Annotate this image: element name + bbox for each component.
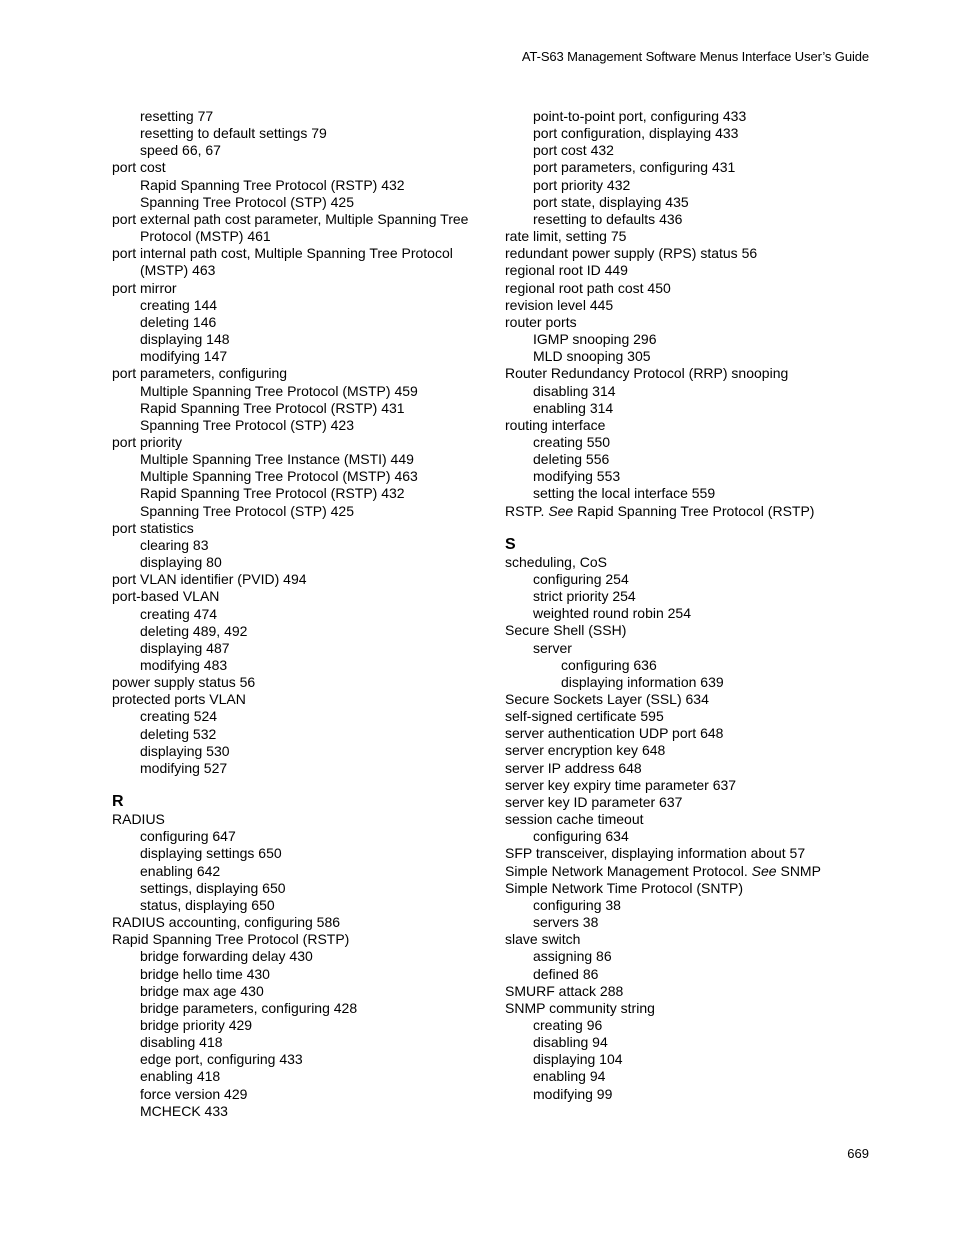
index-entry: rate limit, setting 75 <box>505 228 627 245</box>
index-entry: Router Redundancy Protocol (RRP) snooping <box>505 365 789 382</box>
index-subentry: defined 86 <box>533 965 599 982</box>
index-subentry: enabling 418 <box>140 1068 221 1085</box>
index-entry <box>505 503 885 520</box>
index-column-right <box>505 108 885 1103</box>
index-subentry: modifying 147 <box>140 348 228 365</box>
index-subentry: configuring 634 <box>533 828 629 845</box>
index-subentry: servers 38 <box>533 914 599 931</box>
index-entry: Simple Network Time Protocol (SNTP) <box>505 879 744 896</box>
index-entry: Secure Sockets Layer (SSL) 634 <box>505 691 709 707</box>
index-subentry: resetting 77 <box>140 108 214 124</box>
index-entry: port priority <box>112 433 183 450</box>
index-subentry: displaying information 639 <box>561 673 724 690</box>
index-entry: protected ports VLAN <box>112 691 246 708</box>
index-entry: RADIUS accounting, configuring 586 <box>112 914 341 931</box>
index-subentry: server <box>533 639 572 656</box>
index-subentry: configuring 647 <box>140 828 236 845</box>
index-entry-post-text: SNMP <box>776 862 821 879</box>
index-subentry: modifying 553 <box>533 468 621 485</box>
index-entry: port statistics <box>112 519 194 536</box>
index-subentry: disabling 314 <box>533 382 616 399</box>
index-entry: port-based VLAN <box>112 588 220 605</box>
index-entry: revision level 445 <box>505 296 614 313</box>
index-subentry: creating 96 <box>533 1016 603 1033</box>
running-header: AT-S63 Management Software Menus Interface User’s Guide <box>521 49 869 64</box>
index-subentry: bridge hello time 430 <box>140 965 270 982</box>
index-entry: Rapid Spanning Tree Protocol (RSTP) <box>112 931 350 948</box>
index-subentry: weighted round robin 254 <box>533 605 692 622</box>
index-subentry: creating 474 <box>140 605 218 622</box>
index-subentry: deleting 556 <box>533 451 610 468</box>
index-subentry: Multiple Spanning Tree Instance (MSTI) 449 <box>140 451 414 468</box>
index-subentry: setting the local interface 559 <box>533 485 716 502</box>
index-entry: server key expiry time parameter 637 <box>505 776 737 793</box>
index-entry: port cost <box>112 159 166 176</box>
index-entry: port mirror <box>112 279 177 296</box>
index-subentry: bridge forwarding delay 430 <box>140 948 313 965</box>
index-subentry: configuring 636 <box>561 656 657 673</box>
index-entry-pre-text: RSTP. <box>505 502 549 519</box>
index-entry: regional root path cost 450 <box>505 279 671 296</box>
index-entry: port parameters, configuring <box>112 365 288 382</box>
index-entry: slave switch <box>505 931 581 948</box>
index-subentry: port cost 432 <box>533 142 614 159</box>
index-entry <box>505 863 885 880</box>
index-subentry: configuring 38 <box>533 896 621 913</box>
index-subentry: Multiple Spanning Tree Protocol (MSTP) 459 <box>140 382 418 399</box>
index-entry: power supply status 56 <box>112 674 256 691</box>
index-entry: self-signed certificate 595 <box>505 708 664 725</box>
index-subentry: strict priority 254 <box>533 588 636 605</box>
index-entry: RADIUS <box>112 811 165 828</box>
index-subentry: bridge max age 430 <box>140 982 264 999</box>
index-entry: routing interface <box>505 416 606 433</box>
index-entry-see-text: See <box>751 862 777 879</box>
index-entry: port internal path cost, Multiple Spanning Tree Protocol (MSTP) 463 <box>112 245 453 279</box>
index-subentry: displaying 104 <box>533 1051 623 1068</box>
index-entry: port external path cost parameter, Multiple Spanning Tree Protocol (MSTP) 461 <box>112 210 469 245</box>
index-subentry: creating 550 <box>533 433 611 450</box>
index-entry-pre-text: Simple Network Management Protocol. <box>505 862 752 879</box>
index-entry: scheduling, CoS <box>505 553 607 570</box>
index-entry: router ports <box>505 313 577 330</box>
index-entry: session cache timeout <box>505 811 644 828</box>
index-subentry: Spanning Tree Protocol (STP) 423 <box>140 416 355 433</box>
index-subentry: modifying 483 <box>140 657 228 673</box>
index-entry: server key ID parameter 637 <box>505 793 683 810</box>
index-entry: server encryption key 648 <box>505 742 666 759</box>
index-subentry: Rapid Spanning Tree Protocol (RSTP) 432 <box>140 485 405 502</box>
index-subentry: port priority 432 <box>533 176 631 193</box>
index-subentry: modifying 99 <box>533 1085 613 1102</box>
index-subentry: creating 144 <box>140 296 218 313</box>
index-entry: server IP address 648 <box>505 759 642 776</box>
index-section-letter: R <box>112 793 124 811</box>
index-entry: SMURF attack 288 <box>505 982 624 999</box>
index-subentry: bridge priority 429 <box>140 1016 253 1033</box>
index-subentry: Multiple Spanning Tree Protocol (MSTP) 463 <box>140 468 418 485</box>
index-entry-see-text: See <box>548 502 574 519</box>
index-subentry: enabling 94 <box>533 1068 606 1085</box>
index-subentry: status, displaying 650 <box>140 896 275 913</box>
index-subentry: disabling 418 <box>140 1034 223 1051</box>
index-subentry: speed 66, 67 <box>140 142 221 159</box>
page-number: 669 <box>847 1146 869 1161</box>
index-subentry: displaying 530 <box>140 742 230 759</box>
index-subentry: bridge parameters, configuring 428 <box>140 999 358 1016</box>
index-subentry: Spanning Tree Protocol (STP) 425 <box>140 193 355 210</box>
index-entry-post-text: Rapid Spanning Tree Protocol (RSTP) <box>573 502 815 519</box>
index-subentry: deleting 489, 492 <box>140 622 248 639</box>
index-subentry: Rapid Spanning Tree Protocol (RSTP) 432 <box>140 176 405 193</box>
index-entry: Secure Shell (SSH) <box>505 622 627 639</box>
index-subentry: displaying 148 <box>140 331 230 348</box>
index-section-letter: S <box>505 535 516 553</box>
index-subentry: Rapid Spanning Tree Protocol (RSTP) 431 <box>140 399 405 416</box>
index-subentry: point-to-point port, configuring 433 <box>533 108 747 124</box>
index-subentry: creating 524 <box>140 708 218 725</box>
index-subentry: force version 429 <box>140 1085 248 1102</box>
index-subentry: displaying settings 650 <box>140 845 282 862</box>
index-subentry: displaying 80 <box>140 554 222 571</box>
index-subentry: displaying 487 <box>140 639 230 656</box>
index-column-left <box>112 108 492 1120</box>
index-subentry: assigning 86 <box>533 948 612 965</box>
index-subentry: clearing 83 <box>140 536 209 553</box>
index-subentry: enabling 314 <box>533 399 614 416</box>
index-entry: redundant power supply (RPS) status 56 <box>505 245 758 262</box>
index-subentry: configuring 254 <box>533 570 629 587</box>
index-subentry: disabling 94 <box>533 1034 608 1051</box>
index-subentry: enabling 642 <box>140 862 221 879</box>
index-subentry: MLD snooping 305 <box>533 348 651 365</box>
index-subentry: modifying 527 <box>140 759 228 776</box>
index-subentry: IGMP snooping 296 <box>533 331 657 348</box>
index-entry: server authentication UDP port 648 <box>505 725 724 742</box>
index-subentry: port state, displaying 435 <box>533 193 689 210</box>
index-subentry: deleting 146 <box>140 313 217 330</box>
index-subentry: resetting to defaults 436 <box>533 210 683 227</box>
index-subentry: deleting 532 <box>140 725 217 742</box>
index-subentry: edge port, configuring 433 <box>140 1051 303 1068</box>
index-subentry: resetting to default settings 79 <box>140 125 327 142</box>
index-subentry: MCHECK 433 <box>140 1102 228 1119</box>
index-subentry: Spanning Tree Protocol (STP) 425 <box>140 502 355 519</box>
index-entry: SNMP community string <box>505 999 655 1016</box>
index-subentry: settings, displaying 650 <box>140 879 286 896</box>
index-entry: port VLAN identifier (PVID) 494 <box>112 571 307 588</box>
index-subentry: port configuration, displaying 433 <box>533 125 739 142</box>
index-entry: SFP transceiver, displaying information about 57 <box>505 845 806 862</box>
index-subentry: port parameters, configuring 431 <box>533 159 736 176</box>
index-entry: regional root ID 449 <box>505 262 628 279</box>
